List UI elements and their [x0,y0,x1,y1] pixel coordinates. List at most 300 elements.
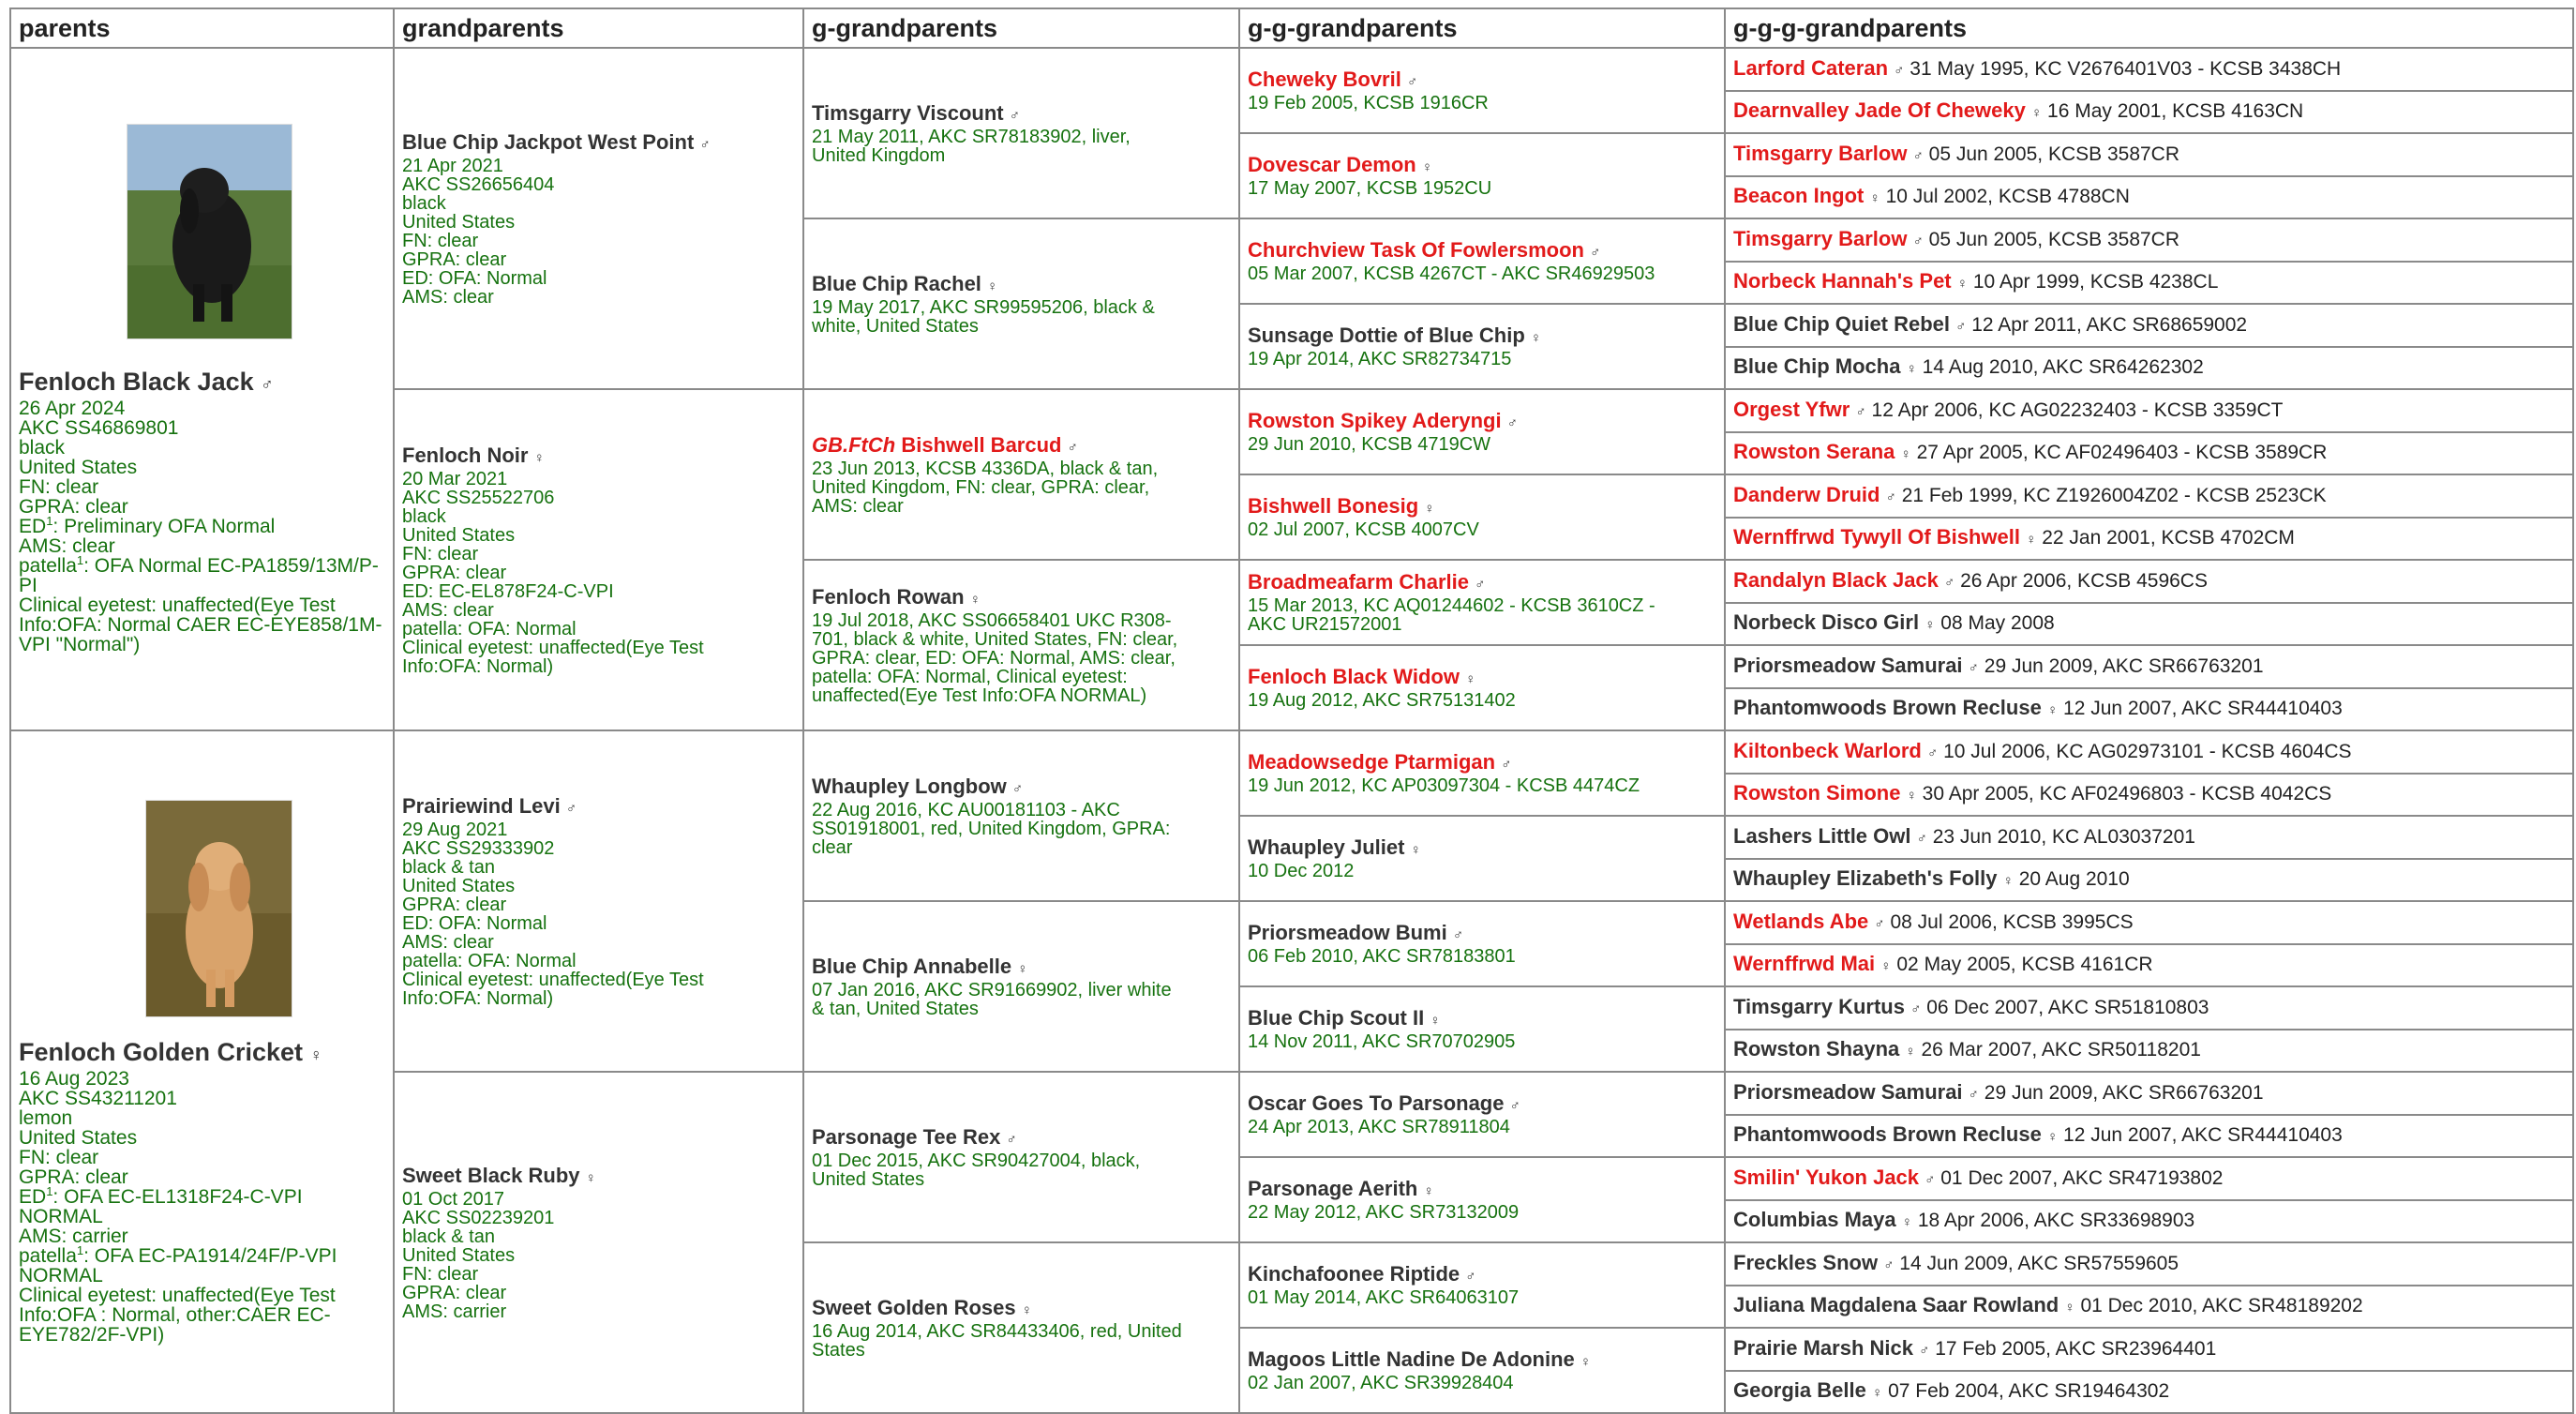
dog-name-text[interactable]: Sunsage Dottie of Blue Chip [1248,323,1525,347]
dog-name[interactable] [1733,824,1927,848]
dog-name-text[interactable]: Churchview Task Of Fowlersmoon [1248,238,1584,262]
female-icon: ♀ [1021,1301,1032,1318]
dog-name[interactable] [1733,1166,1935,1189]
dog-name-text[interactable]: Kiltonbeck Warlord [1733,738,1922,762]
dog-name-text[interactable]: Randalyn Black Jack [1733,567,1939,592]
dog-name[interactable] [1248,1178,1716,1203]
dog-info: 10 Jul 2006, KC AG02973101 - KCSB 4604CS [1943,740,2352,762]
dog-detail: GPRA: clear, ED: OFA: Normal, AMS: clear, [812,647,1176,669]
dog-name-text[interactable]: Bishwell Bonesig [1248,494,1419,518]
dog-name-text[interactable]: Fenloch Noir [402,443,529,467]
detail-text: : OFA Normal EC-PA1859/13M/P-PI [19,555,379,596]
dog-detail: AKC UR21572001 [1248,614,1402,635]
dog-name[interactable] [402,1165,795,1190]
dog-name[interactable] [1248,1092,1716,1118]
dog-name[interactable] [1733,995,1921,1018]
dog-name[interactable] [1248,922,1716,947]
dog-detail: AKC SS26656404 [402,173,555,195]
dog-name-text[interactable]: Blue Chip Quiet Rebel [1733,311,1951,336]
title-prefix: GB.FtCh [812,432,896,457]
dog-name-text[interactable]: Columbias Maya [1733,1208,1896,1232]
dog-detail: 16 Aug 2023 [19,1067,129,1090]
gg-grandparent-cell [1239,1328,1725,1413]
dog-name[interactable] [812,434,1231,459]
dog-detail: GPRA: clear [402,894,507,915]
dog-name[interactable] [1733,98,2042,122]
male-icon: ♂ [1894,62,1905,79]
dog-detail: 23 Jun 2013, KCSB 4336DA, black & tan, [812,458,1159,479]
dog-detail: 19 Jun 2012, KC AP03097304 - KCSB 4474CZ [1248,775,1640,796]
dog-name[interactable] [1733,312,1966,336]
dog-detail: United States [19,457,138,478]
pedigree-table [9,8,2574,1414]
female-icon: ♀ [1956,276,1969,293]
header-row [10,8,2573,48]
dog-name-text[interactable]: Blue Chip Jackpot West Point [402,129,695,154]
pedigree-row [10,389,2573,432]
male-icon: ♂ [1590,245,1601,261]
dog-detail: 15 Mar 2013, KC AQ01244602 - KCSB 3610CZ - [1248,595,1655,616]
male-icon: ♂ [1968,659,1979,676]
dog-name[interactable] [812,586,1231,611]
ggg-grandparent-cell [1725,389,2573,432]
dog-name-text[interactable]: Georgia Belle [1733,1378,1866,1403]
male-icon: ♂ [1465,1269,1476,1285]
dog-name-text[interactable]: Wetlands Abe [1733,909,1869,933]
grandparent-cell [394,48,803,389]
dog-name[interactable] [1733,866,2014,890]
dog-name[interactable] [1248,324,1716,350]
ggg-grandparent-cell [1725,944,2573,987]
dog-info: 31 May 1995, KC V2676401V03 - KCSB 3438CH [1910,57,2342,80]
dog-name-text[interactable]: Larford Cateran [1733,55,1889,80]
dog-name[interactable] [1248,666,1716,691]
dog-name[interactable] [1733,1336,1929,1360]
ggg-grandparent-cell [1725,1242,2573,1286]
dog-name[interactable] [1733,1122,2058,1146]
gg-grandparent-cell [1239,1242,1725,1328]
dog-name-text[interactable]: Blue Chip Annabelle [812,954,1012,978]
dog-info: 29 Jun 2009, AKC SR66763201 [1984,654,2264,677]
dog-name-text[interactable]: Fenloch Golden Cricket [19,1037,304,1066]
female-icon: ♀ [585,1169,596,1186]
dog-name-text[interactable]: Whaupley Juliet [1248,835,1405,859]
dog-name-text[interactable]: Lashers Little Owl [1733,823,1911,848]
dog-name[interactable] [1248,495,1716,520]
pedigree-body [10,48,2573,1413]
dog-name-text[interactable]: Priorsmeadow Bumi [1248,921,1447,944]
pedigree-row [10,730,2573,774]
dog-detail: FN: clear [402,543,479,564]
dog-name[interactable] [1733,952,1892,975]
dog-info: 05 Jun 2005, KCSB 3587CR [1928,228,2180,250]
dog-detail: 20 Mar 2021 [402,468,508,489]
dog-detail: FN: clear [19,476,99,498]
detail-label: patella [19,1244,77,1267]
dog-name-text[interactable]: Timsgarry Barlow [1733,226,1908,250]
dog-name[interactable] [1733,696,2058,719]
dog-detail: United Kingdom [812,144,946,166]
female-icon: ♀ [2046,702,2059,719]
g-grandparent-cell [803,1242,1239,1413]
dog-detail: clear [812,836,853,858]
dog-name[interactable] [812,955,1231,981]
female-icon: ♀ [1424,501,1435,517]
female-icon: ♀ [2026,532,2037,549]
female-icon: ♀ [2046,1129,2059,1146]
gg-grandparent-cell [1239,986,1725,1072]
ggg-grandparent-cell [1725,859,2573,902]
dog-name-text[interactable]: Priorsmeadow Samurai [1733,1079,1963,1104]
male-icon: ♂ [1919,1342,1930,1359]
female-icon: ♀ [533,449,545,466]
dog-name-text[interactable]: Beacon Ingot [1733,184,1865,208]
parent-cell [10,48,394,730]
dog-name[interactable] [1733,269,1968,293]
dog-name[interactable] [1733,1037,1916,1060]
dog-info: 06 Dec 2007, AKC SR51810803 [1926,996,2209,1018]
dog-photo [145,800,292,1017]
dog-detail: 26 Apr 2024 [19,398,126,419]
male-icon: ♂ [1509,1098,1520,1114]
dog-detail: States [812,1339,865,1361]
dog-detail: 21 Apr 2021 [402,155,503,176]
dog-name-text[interactable]: Whaupley Longbow [812,774,1007,798]
dog-name[interactable] [1733,654,1979,677]
dog-detail: FN: clear [402,230,479,251]
detail-text: : Preliminary OFA Normal [52,516,276,537]
dog-detail: AKC SS02239201 [402,1207,555,1228]
dog-detail: GPRA: clear [402,562,507,583]
dog-name-text[interactable]: Sweet Black Ruby [402,1163,580,1187]
dog-name[interactable] [812,775,1231,801]
dog-detail: United States [402,1244,516,1266]
dog-name-text[interactable]: Whaupley Elizabeth's Folly [1733,866,1998,891]
dog-name-text[interactable]: Wernffrwd Mai [1733,952,1876,976]
dog-name[interactable] [1248,410,1716,435]
dog-detail: 01 Dec 2015, AKC SR90427004, black, [812,1150,1141,1171]
ggg-grandparent-cell [1725,730,2573,774]
dog-detail: 24 Apr 2013, AKC SR78911804 [1248,1117,1510,1137]
dog-name[interactable] [812,1297,1231,1322]
dog-info: 08 Jul 2006, KCSB 3995CS [1890,910,2134,933]
detail-label: patella [19,555,77,577]
dog-detail: white, United States [812,315,979,337]
female-icon: ♀ [1423,1183,1434,1199]
dog-name[interactable] [19,1038,385,1069]
dog-name-text[interactable]: Magoos Little Nadine De Adonine [1248,1347,1575,1371]
dog-name[interactable] [1733,354,1917,378]
dog-info: 20 Aug 2010 [2018,868,2130,891]
male-icon: ♂ [1475,577,1486,593]
dog-name[interactable] [1733,1293,2075,1316]
ggg-grandparent-cell [1725,1115,2573,1158]
dog-detail: 14 Nov 2011, AKC SR70702905 [1248,1031,1516,1052]
dog-detail: AKC SS43211201 [19,1087,177,1109]
dog-detail: 01 Oct 2017 [402,1188,504,1210]
dog-detail: AMS: carrier [402,1301,507,1322]
detail-label: ED [19,1185,47,1208]
dog-name[interactable] [1733,910,1885,933]
dog-detail: black [402,192,446,214]
dog-info: 26 Apr 2006, KCSB 4596CS [1960,569,2208,592]
dog-name[interactable] [19,368,385,399]
dog-name[interactable] [1733,1251,1894,1274]
female-icon: ♀ [987,278,998,294]
header-g-grandparents: g-grandparents [803,8,1239,48]
dog-detail: FN: clear [19,1146,99,1168]
dog-info: 21 Feb 1999, KC Z1926004Z02 - KCSB 2523CK [1901,484,2327,506]
dog-name[interactable] [402,444,795,470]
gg-grandparent-cell [1239,304,1725,389]
dog-detail [19,553,385,596]
dog-detail: United States [19,1126,138,1149]
dog-detail: ED: OFA: Normal [402,267,547,289]
dog-name-text[interactable]: Fenloch Black Widow [1248,665,1460,688]
male-icon: ♂ [699,136,711,153]
dog-detail: & tan, United States [812,998,979,1019]
g-grandparent-cell [803,1072,1239,1242]
dog-name[interactable] [1733,1208,1912,1231]
dog-detail: 21 May 2011, AKC SR78183902, liver, [812,126,1131,147]
male-icon: ♂ [1009,107,1020,124]
female-icon: ♀ [1901,1214,1912,1231]
dog-name-text[interactable]: Sweet Golden Roses [812,1295,1016,1319]
dog-name-text[interactable]: Prairie Marsh Nick [1733,1335,1913,1360]
female-icon: ♀ [1410,842,1421,858]
female-icon: ♀ [1871,1385,1883,1402]
dog-detail: United Kingdom, FN: clear, GPRA: clear, [812,476,1150,498]
grandparent-cell [394,730,803,1072]
dog-detail: 01 May 2014, AKC SR64063107 [1248,1287,1520,1308]
dog-info: 17 Feb 2005, AKC SR23964401 [1935,1337,2217,1360]
header-grandparents: grandparents [394,8,803,48]
dog-name[interactable] [1733,184,1880,207]
g-grandparent-cell [803,218,1239,389]
dog-detail: 07 Jan 2016, AKC SR91669902, liver white [812,979,1172,1000]
ggg-grandparent-cell [1725,645,2573,688]
dog-info: 18 Apr 2006, AKC SR33698903 [1917,1210,2195,1232]
detail-label: ED [19,516,47,537]
dog-detail: United States [812,1168,925,1190]
male-icon: ♂ [261,375,274,394]
dog-info: 10 Apr 1999, KCSB 4238CL [1972,271,2219,293]
dog-name-text[interactable]: Juliana Magdalena Saar Rowland [1733,1293,2059,1317]
dog-name[interactable] [1248,571,1716,596]
dog-detail: unaffected(Eye Test Info:OFA NORMAL) [812,684,1147,706]
gg-grandparent-cell [1239,1072,1725,1157]
dog-name-text[interactable]: Prairiewind Levi [402,793,561,818]
dog-name[interactable] [812,273,1231,298]
female-icon: ♀ [2002,873,2014,890]
ggg-grandparent-cell [1725,474,2573,518]
male-icon: ♂ [1874,915,1885,932]
dog-detail [19,514,385,537]
dog-name[interactable] [1248,1348,1716,1374]
female-icon: ♀ [1421,159,1433,175]
dog-name[interactable] [1733,1080,1979,1104]
dog-name-text[interactable]: Phantomwoods Brown Recluse [1733,696,2042,720]
female-icon: ♀ [1906,788,1917,805]
dog-detail: black & tan [402,1226,495,1247]
dog-name-text[interactable]: Norbeck Disco Girl [1733,610,1920,635]
dog-detail: AMS: clear [402,286,494,308]
ggg-grandparent-cell [1725,304,2573,347]
dog-name-text[interactable]: Freckles Snow [1733,1250,1879,1274]
dog-name-text[interactable]: Danderw Druid [1733,482,1880,506]
dog-name[interactable] [1733,227,1924,250]
dog-name-text[interactable]: Rowston Shayna [1733,1037,1900,1061]
ggg-grandparent-cell [1725,91,2573,134]
dog-detail: 19 Apr 2014, AKC SR82734715 [1248,349,1512,369]
dog-name-text[interactable]: Fenloch Black Jack [19,368,254,396]
ggg-grandparent-cell [1725,176,2573,219]
dog-name-text[interactable]: Dearnvalley Jade Of Cheweky [1733,98,2026,123]
dog-detail: AKC SS25522706 [402,487,555,508]
dog-info: 10 Jul 2002, KCSB 4788CN [1885,186,2130,208]
g-grandparent-cell [803,730,1239,901]
male-icon: ♂ [1406,74,1418,90]
dog-name-text[interactable]: Meadowsedge Ptarmigan [1248,750,1496,774]
dog-detail: United States [402,211,516,233]
dog-detail: black [19,437,66,459]
dog-name[interactable] [1733,142,1924,165]
grandparent-cell [394,389,803,730]
dog-name-text[interactable]: Rowston Serana [1733,440,1895,464]
dog-detail: GPRA: clear [402,248,507,270]
dog-name-text[interactable]: Rowston Simone [1733,781,1901,805]
dog-name-text[interactable]: Dovescar Demon [1248,153,1416,176]
pedigree-row [10,48,2573,91]
dog-name[interactable] [1733,781,1917,805]
dog-name[interactable] [1248,1263,1716,1288]
dog-info: 12 Jun 2007, AKC SR44410403 [2063,1124,2343,1147]
dog-name-text[interactable]: Blue Chip Mocha [1733,354,1901,379]
dog-info: 01 Dec 2007, AKC SR47193802 [1940,1166,2224,1189]
header-ggg-grandparents: g-g-g-grandparents [1725,8,2573,48]
dog-name-text[interactable]: Broadmeafarm Charlie [1248,570,1469,594]
dog-name-text[interactable]: Parsonage Aerith [1248,1177,1418,1200]
ggg-grandparent-cell [1725,774,2573,817]
female-icon: ♀ [1465,671,1476,687]
dog-name-text[interactable]: Timsgarry Barlow [1733,141,1908,165]
dog-detail: patella: OFA: Normal [402,618,577,639]
dog-name[interactable] [1248,1007,1716,1032]
dog-name-text[interactable]: Orgest Yfwr [1733,397,1850,421]
dog-detail: Clinical eyetest: unaffected(Eye Test Info:OFA : Normal, other:CAER EC-EYE782/2F-VPI) [19,1284,336,1346]
dog-name[interactable] [1733,568,1954,592]
dog-detail: Clinical eyetest: unaffected(Eye Test [402,637,704,658]
ggg-grandparent-cell [1725,518,2573,561]
dog-name[interactable] [1733,525,2036,549]
dog-name-text[interactable]: Blue Chip Scout II [1248,1006,1425,1030]
dog-name[interactable] [1733,440,1911,463]
footnote-marker: 1 [46,514,53,528]
dog-name[interactable] [402,131,795,157]
male-icon: ♂ [1883,1256,1895,1273]
dog-detail: 05 Mar 2007, KCSB 4267CT - AKC SR46929503 [1248,263,1655,284]
dog-name-text[interactable]: Timsgarry Kurtus [1733,994,1905,1018]
dog-name[interactable] [812,102,1231,128]
dog-name[interactable] [1733,739,1938,762]
dog-name-text[interactable]: Norbeck Hannah's Pet [1733,269,1952,293]
g-grandparent-cell [803,389,1239,560]
dog-name-text[interactable]: Parsonage Tee Rex [812,1124,1001,1149]
grandparent-cell [394,1072,803,1413]
female-icon: ♀ [1430,1013,1441,1029]
female-icon: ♀ [1869,190,1880,207]
dog-name-text[interactable]: Cheweky Bovril [1248,68,1401,91]
dog-name-text[interactable]: Timsgarry Viscount [812,100,1004,125]
dog-detail: 19 Jul 2018, AKC SS06658401 UKC R308- [812,609,1172,631]
male-icon: ♂ [1955,318,1967,335]
female-icon: ♀ [1906,361,1917,378]
dog-detail: 16 Aug 2014, AKC SR84433406, red, United [812,1320,1182,1342]
dog-name-text[interactable]: Rowston Spikey Aderyngi [1248,409,1502,432]
ggg-grandparent-cell [1725,1328,2573,1371]
dog-detail: 701, black & white, United States, FN: clear, [812,628,1178,650]
dog-detail: 06 Feb 2010, AKC SR78183801 [1248,946,1516,967]
dog-name[interactable] [1733,398,1866,421]
dog-name-text[interactable]: Kinchafoonee Riptide [1248,1262,1460,1286]
male-icon: ♂ [1885,489,1896,505]
dog-name[interactable] [1248,751,1716,776]
dog-name[interactable] [812,1126,1231,1151]
dog-name[interactable] [1248,836,1716,862]
dog-detail: 19 Feb 2005, KCSB 1916CR [1248,93,1489,113]
dog-name-text[interactable]: Priorsmeadow Samurai [1733,653,1963,677]
dog-name[interactable] [402,795,795,820]
dog-name[interactable] [1733,1378,1882,1402]
gg-grandparent-cell [1239,645,1725,730]
female-icon: ♀ [1905,1044,1916,1060]
ggg-grandparent-cell [1725,1072,2573,1115]
dog-name[interactable] [1248,154,1716,179]
dog-detail: ED: OFA: Normal [402,912,547,934]
dog-name-text[interactable]: Phantomwoods Brown Recluse [1733,1122,2042,1147]
dog-name-text[interactable]: Smilin' Yukon Jack [1733,1165,1920,1189]
male-icon: ♂ [1912,147,1924,164]
dog-info: 14 Jun 2009, AKC SR57559605 [1899,1252,2179,1274]
dog-name-text[interactable]: Blue Chip Rachel [812,271,981,295]
dog-detail: black [402,505,446,527]
dog-name[interactable] [1733,483,1896,506]
female-icon: ♀ [1580,1354,1592,1370]
dog-name-text[interactable]: Oscar Goes To Parsonage [1248,1091,1505,1115]
dog-name[interactable] [1248,239,1716,264]
dog-info: 08 May 2008 [1940,612,2055,635]
dog-detail: 22 Aug 2016, KC AU00181103 - AKC [812,799,1120,820]
dog-detail: Info:OFA: Normal) [402,987,554,1009]
dog-name-text[interactable]: Fenloch Rowan [812,584,965,609]
g-grandparent-cell [803,48,1239,218]
dog-detail: 02 Jan 2007, AKC SR39928404 [1248,1373,1514,1393]
ggg-grandparent-cell [1725,218,2573,262]
dog-name[interactable] [1248,68,1716,94]
ggg-grandparent-cell [1725,1157,2573,1200]
female-icon: ♀ [1530,330,1542,346]
dog-info: 12 Jun 2007, AKC SR44410403 [2063,698,2343,720]
dog-name[interactable] [1733,56,1904,80]
gg-grandparent-cell [1239,1157,1725,1242]
female-icon: ♀ [1017,960,1028,977]
female-icon: ♀ [2030,105,2043,122]
dog-detail: GPRA: clear [19,496,128,518]
dog-name-text[interactable]: Bishwell Barcud [901,432,1062,457]
dog-name[interactable] [1733,610,1935,634]
ggg-grandparent-cell [1725,986,2573,1030]
dog-name-text[interactable]: Wernffrwd Tywyll Of Bishwell [1733,525,2021,549]
